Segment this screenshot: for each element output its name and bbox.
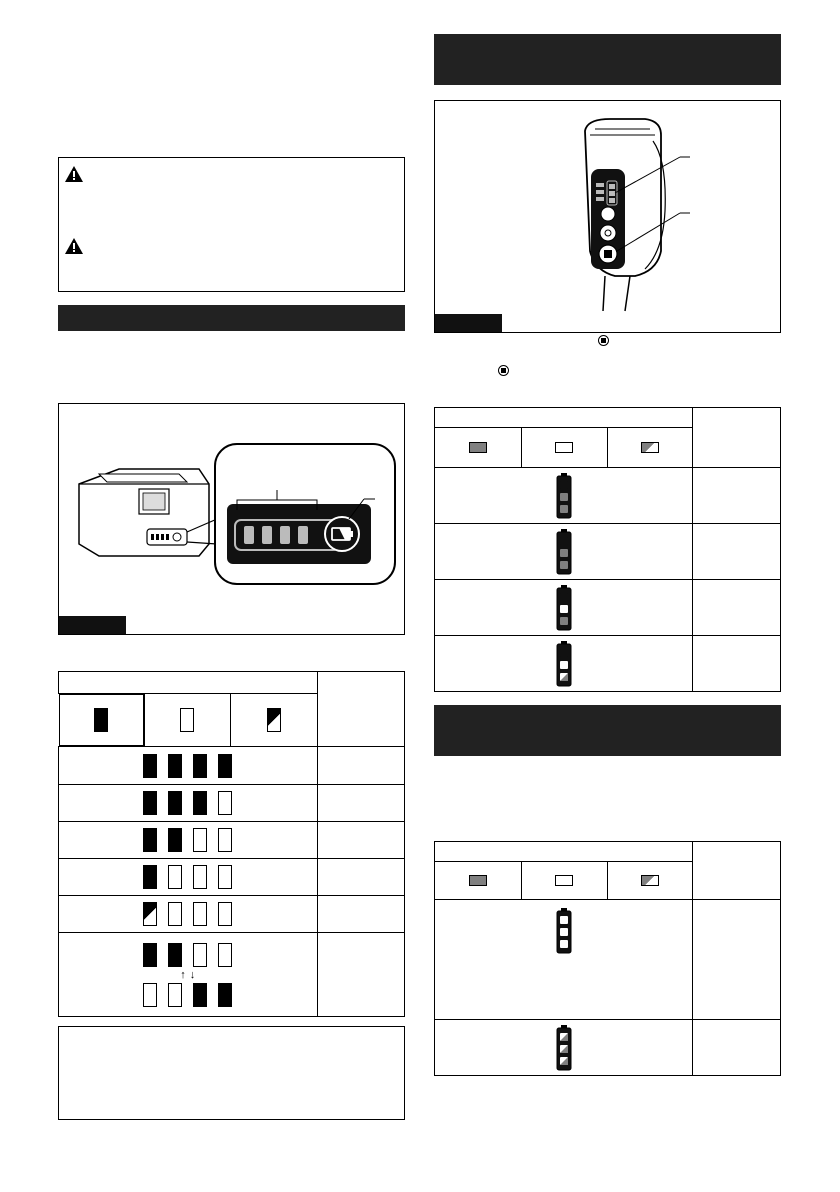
table-row: [59, 785, 405, 822]
figure-tool-indicator: [434, 100, 781, 333]
table-row: [435, 636, 781, 692]
gauge-segment: [560, 505, 568, 513]
legend-blinking: [607, 862, 693, 900]
safety-notice-box: [58, 157, 405, 292]
charger-illustration: [59, 404, 403, 633]
table-row: [435, 1020, 781, 1076]
battery-gauge-icon: [435, 1025, 692, 1071]
status-header: [693, 842, 781, 900]
section-heading-bar: [434, 705, 781, 756]
figure-charger-indicator: [58, 403, 405, 635]
battery-gauge-svg: [556, 585, 572, 631]
table-row: [435, 900, 781, 1020]
remaining-capacity-header: [317, 672, 404, 747]
gauge-segment: [560, 537, 568, 545]
tool-battery-indicator-table: [434, 407, 781, 692]
battery-gauge-svg: [556, 473, 572, 519]
tool-handle-illustration: [435, 101, 779, 331]
gauge-segment: [560, 617, 568, 625]
arrow-down-icon: ↓: [189, 968, 196, 981]
table-row: [59, 747, 405, 785]
legend-lit: [435, 428, 522, 468]
gauge-segment: [560, 928, 568, 936]
gauge-segment: [560, 549, 568, 557]
gauge-segment: [560, 593, 568, 601]
remaining-capacity-table: [58, 671, 405, 1017]
legend-off: [144, 694, 231, 747]
remaining-capacity-header: [693, 408, 781, 468]
arrow-up-icon: ↑: [180, 968, 186, 981]
table-row: [59, 933, 405, 1017]
gauge-segment: [560, 605, 568, 613]
table-row: [435, 468, 781, 524]
gauge-segment: [560, 661, 568, 669]
legend-off: [521, 862, 607, 900]
battery-gauge-svg: [556, 641, 572, 687]
gauge-segment: [560, 493, 568, 501]
legend-lit: [435, 862, 522, 900]
caution-triangle-icon: [65, 238, 83, 254]
section-heading-bar: [58, 305, 405, 331]
section-heading-bar: [434, 34, 781, 85]
figure-number-tag: [59, 616, 126, 634]
gauge-segment: [560, 916, 568, 924]
protection-indicator-table: [434, 841, 781, 1076]
battery-gauge-svg: [556, 529, 572, 575]
gauge-segment: [560, 561, 568, 569]
gauge-segment: [560, 649, 568, 657]
table-row: [435, 580, 781, 636]
battery-gauge-icon: [435, 529, 692, 575]
indicator-lamps-header: [59, 672, 318, 694]
figure-number-tag: [435, 314, 502, 332]
battery-check-icon: [598, 335, 609, 346]
indicator-lamps-header: [435, 842, 693, 862]
table-row: [59, 822, 405, 859]
legend-blinking: [231, 694, 318, 747]
battery-gauge-icon: [435, 473, 692, 519]
battery-gauge-svg: [556, 1025, 572, 1071]
battery-gauge-icon: [435, 585, 692, 631]
battery-gauge-icon: [435, 641, 692, 687]
battery-gauge-svg: [556, 908, 572, 954]
table-row: [59, 896, 405, 933]
warning-triangle-icon: [65, 166, 83, 182]
legend-lit: [59, 694, 144, 746]
gauge-segment: [560, 481, 568, 489]
gauge-segment: [560, 940, 568, 948]
indicator-lamps-header: [435, 408, 693, 428]
note-box: [58, 1026, 405, 1120]
table-row: [59, 859, 405, 896]
legend-off: [521, 428, 607, 468]
table-row: [435, 524, 781, 580]
legend-blinking: [607, 428, 693, 468]
battery-check-icon: [498, 365, 509, 376]
battery-gauge-icon: [435, 900, 692, 954]
